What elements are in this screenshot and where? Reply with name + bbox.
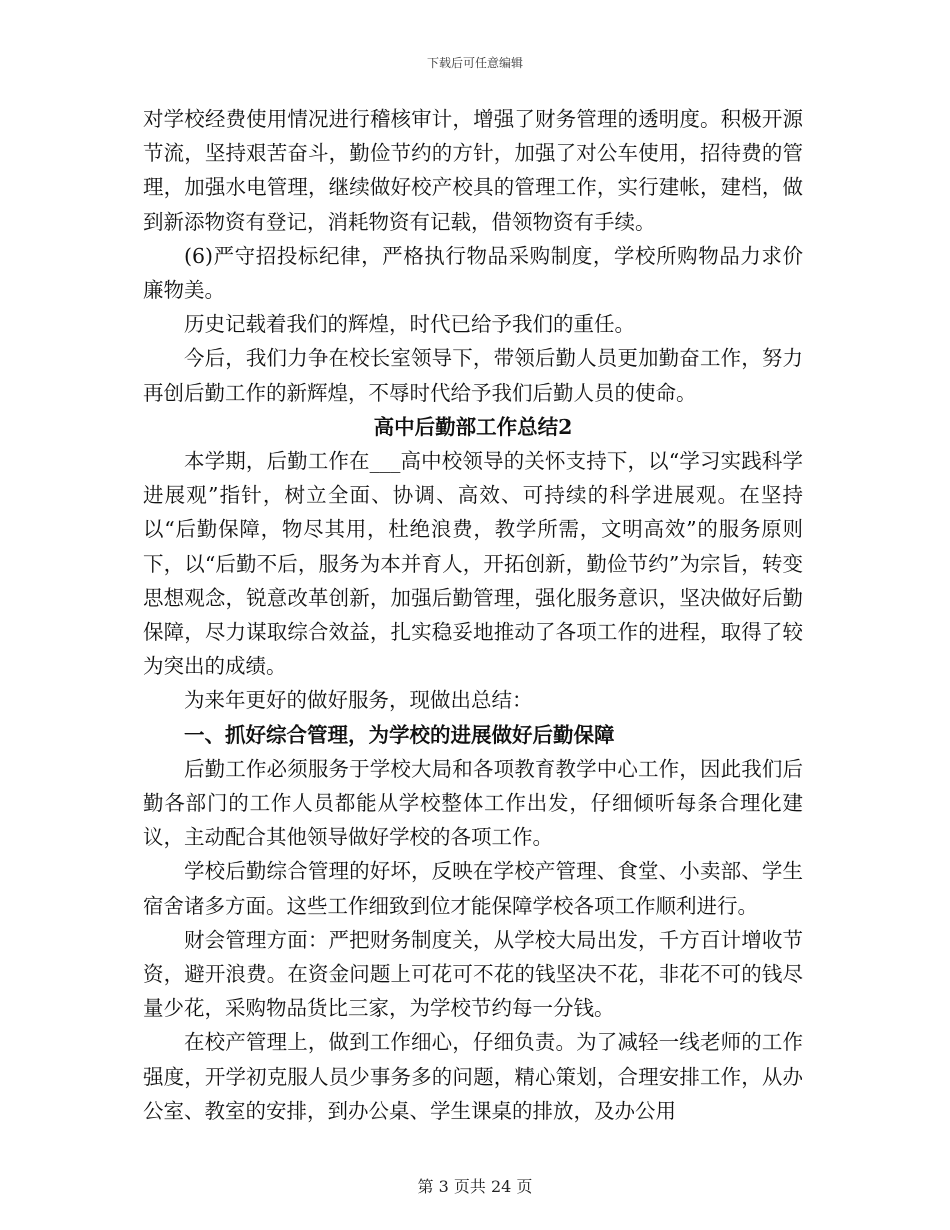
paragraph-2: (6)严守招投标纪律，严格执行物品采购制度，学校所购物品力求价廉物美。 bbox=[143, 243, 803, 303]
paragraph-9: 财会管理方面：严把财务制度关，从学校大局出发，千方百计增收节资，避开浪费。在资金问题上可花可不花的钱坚决不花，非花不可的钱尽量少花，采购物品货比三家，为学校节约每一分钱。 bbox=[143, 927, 803, 1021]
paragraph-5: 本学期，后勤工作在___高中校领导的关怀支持下，以“学习实践科学进展观”指针，树立全面、协调、高效、可持续的科学进展观。在坚持以“后勤保障，物尽其用，杜绝浪费，教学所需，文明高效”的服务原则下，以“后勤不后，服务为本并育人，开拓创新，勤俭节约”为宗旨，转变思想观念，锐意改革创新，加强后勤管理，强化服务意识，坚决做好后勤保障，尽力谋取综合效益，扎实稳妥地推动了各项工作的进程，取得了较为突出的成绩。 bbox=[143, 449, 803, 679]
heading-1: 一、抓好综合管理，为学校的进展做好后勤保障 bbox=[184, 722, 615, 747]
document-body bbox=[143, 102, 803, 1128]
paragraph-10: 在校产管理上，做到工作细心，仔细负责。为了减轻一线老师的工作强度，开学初克服人员少事务多的问题，精心策划，合理安排工作，从办公室、教室的安排，到办公桌、学生课桌的排放，及办公用 bbox=[143, 1030, 803, 1123]
paragraph-7: 后勤工作必须服务于学校大局和各项教育教学中心工作，因此我们后勤各部门的工作人员都能从学校整体工作出发，仔细倾听每条合理化建议，主动配合其他领导做好学校的各项工作。 bbox=[143, 756, 803, 850]
paragraph-3: 历史记载着我们的辉煌，时代已给予我们的重任。 bbox=[184, 312, 635, 337]
page-number: 第 3 页共 24 页 bbox=[417, 1177, 533, 1196]
paragraph-6: 为来年更好的做好服务，现做出总结： bbox=[184, 688, 533, 713]
paragraph-4: 今后，我们力争在校长室领导下，带领后勤人员更加勤奋工作，努力再创后勤工作的新辉煌，不辱时代给予我们后勤人员的使命。 bbox=[143, 346, 803, 405]
section-title: 高中后勤部工作总结2 bbox=[373, 414, 573, 439]
paragraph-8: 学校后勤综合管理的好坏，反映在学校产管理、食堂、小卖部、学生宿舍诸多方面。这些工作细致到位才能保障学校各项工作顺利进行。 bbox=[143, 859, 803, 918]
paragraph-1: 对学校经费使用情况进行稽核审计，增强了财务管理的透明度。积极开源节流，坚持艰苦奋斗，勤俭节约的方针，加强了对公车使用，招待费的管理，加强水电管理，继续做好校产校具的管理工作，实行建帐，建档，做到新添物资有登记，消耗物资有记载，借领物资有手续。 bbox=[143, 107, 803, 234]
header-note: 下载后可任意编辑 bbox=[426, 56, 523, 70]
